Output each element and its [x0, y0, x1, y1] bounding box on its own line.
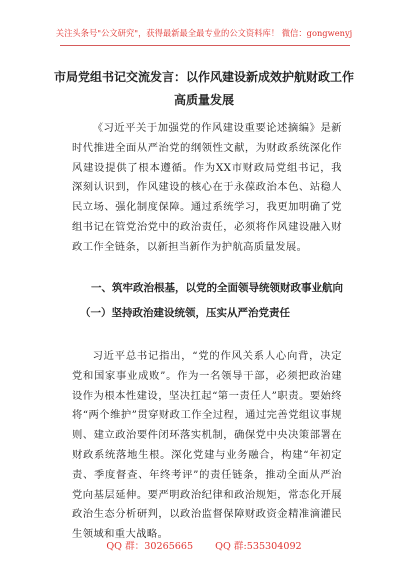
document-title-line1: 市局党组书记交流发言：以作风建设新成效护航财政工作: [53, 70, 354, 84]
top-banner: 关注头条号"公文研究"，获得最新最全最专业的公文资料库！ 微信：gongwenyj: [55, 28, 353, 38]
section-heading: 一、筑牢政治根基，以党的全面领导统领财政事业航向: [91, 282, 343, 294]
footer-contacts: [0, 538, 408, 552]
subsection-heading: （一）坚持政治建设统领，压实从严治党责任: [80, 307, 290, 319]
document-title-line2: 高质量发展: [173, 93, 234, 107]
intro-paragraph: 《习近平关于加强党的作风建设重要论述摘编》是新时代推进全面从严治党的纲领性文献，为财政系统深化作风建设提供了根本遵循。作为XX市财政局党组书记，我深刻认识到，作风建设的核心在于永葆政治本色、站稳人民立场、强化制度保障。通过系统学习，我更加明确了党组书记在管党治党中的政治责任，必须将作风建设融入财政工作全链条，以新担当新作为护航高质量发展。: [72, 122, 342, 253]
footer-qq-group-1: QQ 群：30265665: [106, 541, 194, 552]
header-divider: [60, 45, 350, 46]
footer-qq-group-2: QQ 群:535304092: [215, 541, 302, 552]
body-paragraph: 习近平总书记指出，“党的作风关系人心向背，决定党和国家事业成败”。作为一名领导干部，必须把政治建设作为根本性建设，坚决扛起“第一责任人”职责。要始终将“两个维护”贯穿财政工作全过程，通过完善党组议事规则、建立政治要件闭环落实机制，确保党中央决策部署在财政系统落地生根。深化党建与业务融合，构建“年初定责、季度督查、年终考评”的责任链条，推动全面从严治党向基层延伸。要严明政治纪律和政治规矩，常态化开展政治生态分析研判，以政治监督保障财政资金精准滴灌民生领域和重大战略。: [72, 350, 342, 541]
